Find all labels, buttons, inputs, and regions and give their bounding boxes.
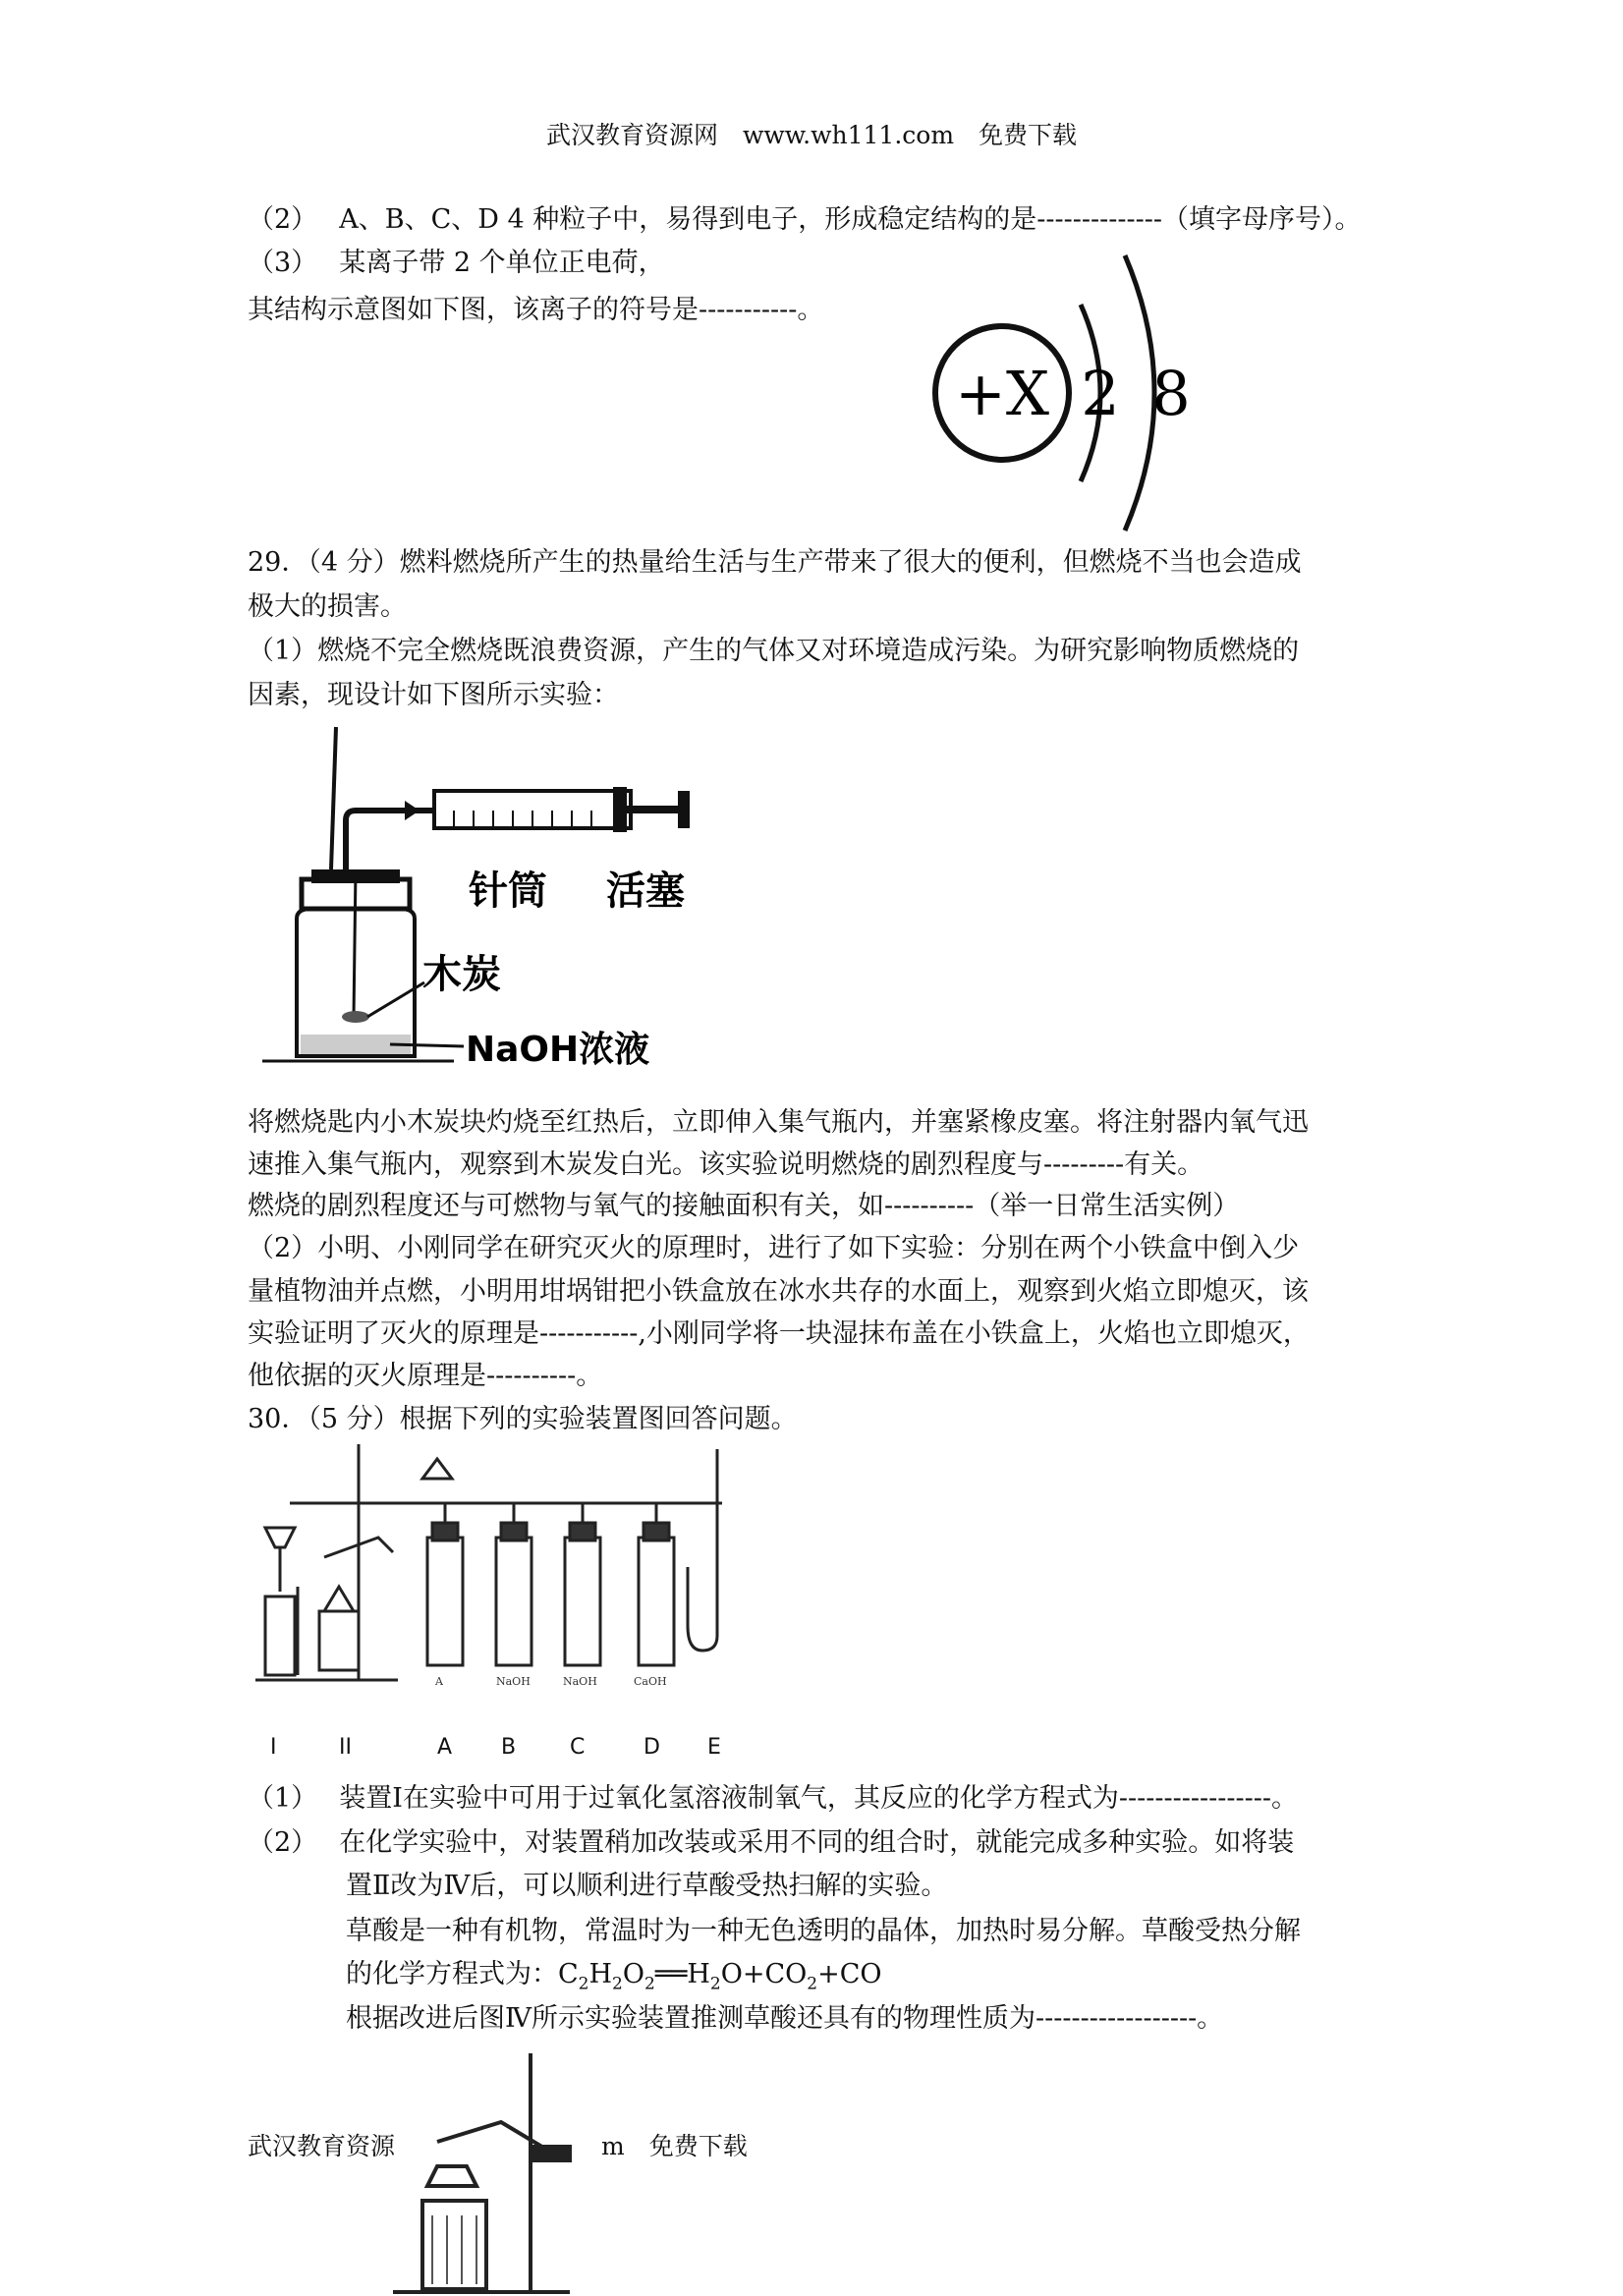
svg-text:CaOH: CaOH [634, 1675, 667, 1688]
label-apparatus-I: I [270, 1735, 277, 1760]
q29-part1-line2: 因素，现设计如下图所示实验： [248, 680, 619, 710]
q29-part1-line3: 将燃烧匙内小木炭块灼烧至红热后，立即伸入集气瓶内，并塞紧橡皮塞。将注射器内氧气迅 [248, 1107, 1309, 1138]
label-apparatus-D: D [644, 1735, 660, 1760]
equation-prefix: 的化学方程式为： [346, 1959, 558, 1989]
q29-intro-line2: 极大的损害。 [248, 591, 407, 622]
q30-part2-line4 [346, 1957, 882, 2001]
svg-text:NaOH: NaOH [496, 1675, 531, 1688]
q28-part2: （2） A、B、C、D 4 种粒子中，易得到电子，形成稳定结构的是--------------（填字母序号）。 [248, 204, 1362, 235]
q29-intro-line1: 29．（4 分）燃料燃烧所产生的热量给生活与生产带来了很大的便利，但燃烧不当也会造成 [248, 547, 1302, 578]
label-syringe: 针筒 [469, 868, 547, 914]
label-piston: 活塞 [606, 868, 685, 914]
footer-right: m 免费下载 [601, 2132, 748, 2160]
q29-part2-line4: 他依据的灭火原理是----------。 [248, 1361, 603, 1391]
ion-shell1-count: 2 [1081, 358, 1120, 429]
q29-part1-line1: （1）燃烧不完全燃烧既浪费资源，产生的气体又对环境造成污染。为研究影响物质燃烧的 [248, 636, 1300, 666]
ion-structure-diagram [914, 246, 1228, 540]
apparatus-IV-diagram [393, 2048, 629, 2296]
svg-text:NaOH: NaOH [563, 1675, 597, 1688]
ion-shell2-count: 8 [1151, 358, 1191, 429]
q30-part2-line3: 草酸是一种有机物，常温时为一种无色透明的晶体，加热时易分解。草酸受热分解 [346, 1916, 1301, 1946]
combustion-apparatus-diagram [257, 722, 709, 1076]
footer-left: 武汉教育资源 [248, 2132, 396, 2160]
q30-part1: （1） 装置Ⅰ在实验中可用于过氧化氢溶液制氧气，其反应的化学方程式为-----------------。 [248, 1783, 1299, 1814]
label-apparatus-A: A [437, 1735, 453, 1760]
ion-nucleus-label: +X [954, 358, 1050, 429]
label-charcoal: 木炭 [422, 952, 501, 997]
label-apparatus-II: II [339, 1735, 352, 1760]
label-apparatus-E: E [707, 1735, 721, 1760]
q29-part2-line1: （2）小明、小刚同学在研究灭火的原理时，进行了如下实验：分别在两个小铁盒中倒入少 [248, 1233, 1300, 1263]
q30-part2-line5: 根据改进后图Ⅳ所示实验装置推测草酸还具有的物理性质为------------------。 [346, 2003, 1224, 2034]
q30-part2-line1: （2） 在化学实验中，对装置稍加改装或采用不同的组合时，就能完成多种实验。如将装 [248, 1827, 1295, 1858]
q29-part1-line4: 速推入集气瓶内，观察到木炭发白光。该实验说明燃烧的剧烈程度与---------有关。 [248, 1149, 1204, 1180]
lab-apparatus-diagram [251, 1439, 742, 1764]
q30-part2-line2: 置Ⅱ改为Ⅳ后，可以顺利进行草酸受热扫解的实验。 [346, 1871, 948, 1901]
q28-part3-line2: 其结构示意图如下图，该离子的符号是-----------。 [248, 295, 824, 325]
q28-part3-line1: （3） 某离子带 2 个单位正电荷， [248, 248, 665, 278]
label-naoh-solution: NaOH浓液 [466, 1030, 650, 1070]
q30-intro: 30．（5 分）根据下列的实验装置图回答问题。 [248, 1404, 798, 1434]
q29-part1-line5: 燃烧的剧烈程度还与可燃物与氧气的接触面积有关，如----------（举一日常生活实例） [248, 1191, 1240, 1221]
q29-part2-line2: 量植物油并点燃，小明用坩埚钳把小铁盒放在冰水共存的水面上，观察到火焰立即熄灭，该 [248, 1276, 1309, 1307]
oxalic-acid-equation: $C_2H_2O_2══H_2O+CO_2+CO$ [558, 1959, 882, 1994]
label-apparatus-C: C [570, 1735, 586, 1760]
q29-part2-line3: 实验证明了灭火的原理是-----------,小刚同学将一块湿抹布盖在小铁盒上，火焰也立即熄灭， [248, 1318, 1310, 1349]
page-header: 武汉教育资源网 www.wh111.com 免费下载 [545, 121, 1078, 149]
svg-text:A: A [435, 1675, 443, 1688]
label-apparatus-B: B [501, 1735, 517, 1760]
